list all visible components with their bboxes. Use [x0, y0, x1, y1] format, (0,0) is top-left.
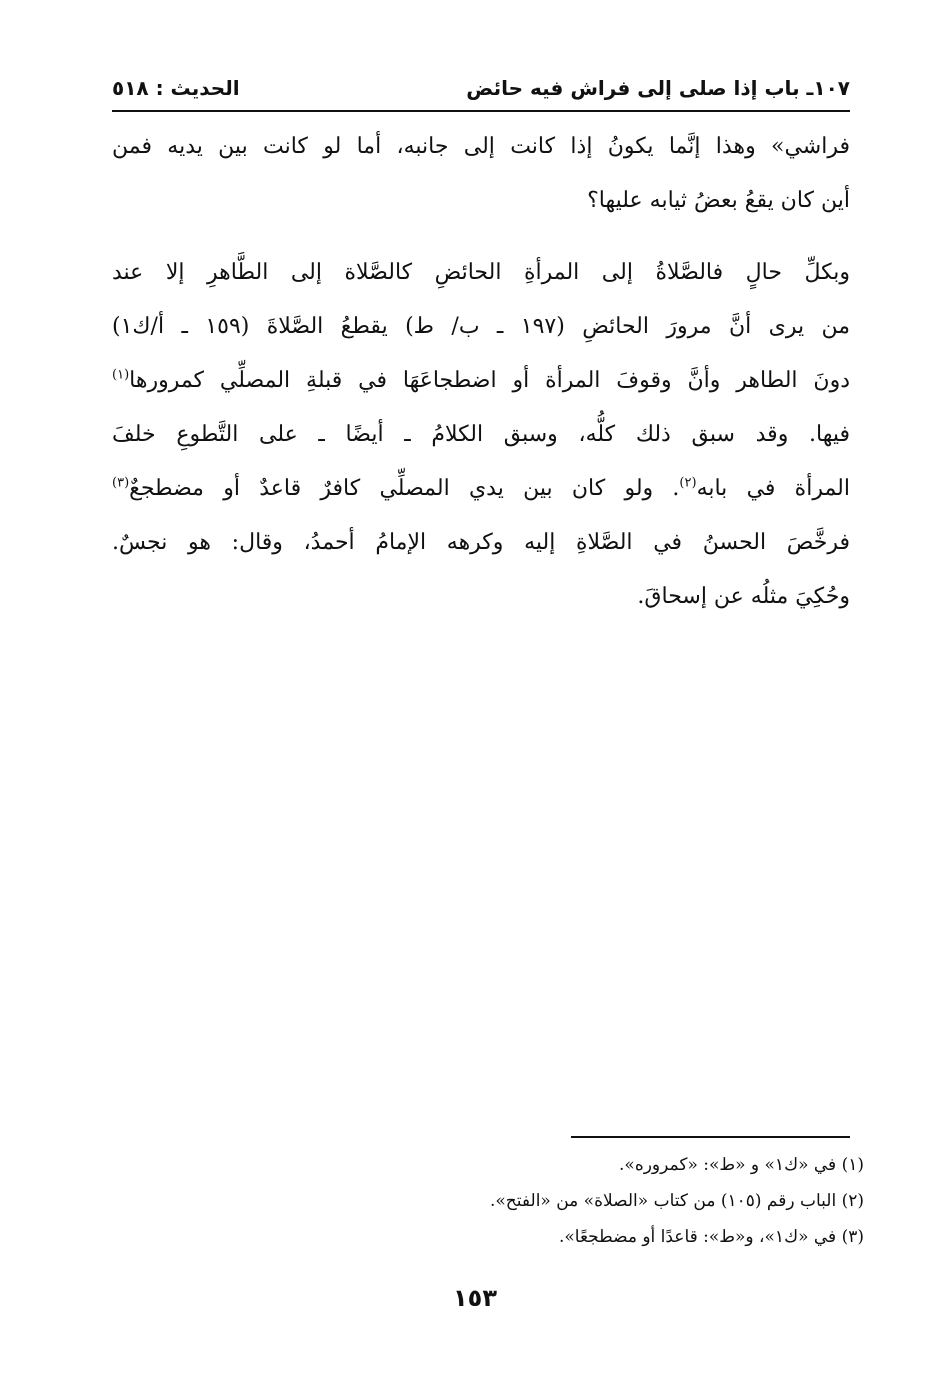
footnote-3: (٣) في «ك١»، و«ط»: قاعدًا أو مضطجعًا».: [558, 1227, 864, 1247]
header-rule: [112, 110, 850, 112]
footnote-ref-2: (٢): [679, 475, 697, 491]
text-line: [112, 354, 850, 408]
chapter-title: ١٠٧ـ باب إذا صلى إلى فراش فيه حائض: [466, 76, 850, 100]
running-header: [112, 70, 850, 106]
text-line: [112, 462, 850, 516]
hadith-number: الحديث : ٥١٨: [112, 76, 240, 100]
text-line: فرخَّصَ الحسنُ في الصَّلاةِ إليه وكرهه الإمامُ أحمدُ، وقال: هو نجسٌ.: [112, 530, 850, 555]
text-segment: دونَ الطاهر وأنَّ وقوفَ المرأة أو اضطجاعَهَا في قبلةِ المصلِّي كمرورها: [129, 368, 851, 393]
paragraph-1: [112, 120, 850, 228]
text-line: أين كان يقعُ بعضُ ثيابه عليها؟: [587, 188, 850, 213]
text-line: وحُكِيَ مثلُه عن إسحاقَ.: [637, 584, 850, 609]
text-segment: . ولو كان بين يدي المصلِّي كافرٌ قاعدٌ أو مضطجعٌ: [129, 476, 680, 501]
text-line: فيها. وقد سبق ذلك كلُّه، وسبق الكلامُ ـ أيضًا ـ على التَّطوعِ خلفَ: [112, 422, 850, 447]
footnote-rule: [571, 1136, 850, 1138]
main-text: [112, 120, 850, 624]
text-line: من يرى أنَّ مرورَ الحائضِ (١٩٧ ـ ب/ ط) يقطعُ الصَّلاةَ (١٥٩ ـ أ/ك١): [112, 314, 851, 339]
paragraph-2: [112, 246, 850, 624]
footnote-ref-1: (١): [112, 367, 130, 383]
text-line: فراشي» وهذا إنَّما يكونُ إذا كانت إلى جانبه، أما لو كانت بين يديه فمن: [112, 134, 850, 159]
footnotes: [112, 1147, 864, 1255]
footnote-1: (١) في «ك١» و «ط»: «كمروره».: [619, 1155, 864, 1175]
text-line: وبكلِّ حالٍ فالصَّلاةُ إلى المرأةِ الحائضِ كالصَّلاة إلى الطَّاهرِ إلا عند: [112, 260, 850, 285]
footnote-ref-3: (٣): [112, 475, 130, 491]
text-segment: المرأة في بابه: [696, 476, 850, 501]
footnote-2: (٢) الباب رقم (١٠٥) من كتاب «الصلاة» من «الفتح».: [490, 1191, 864, 1211]
page-number: ١٥٣: [453, 1284, 497, 1312]
